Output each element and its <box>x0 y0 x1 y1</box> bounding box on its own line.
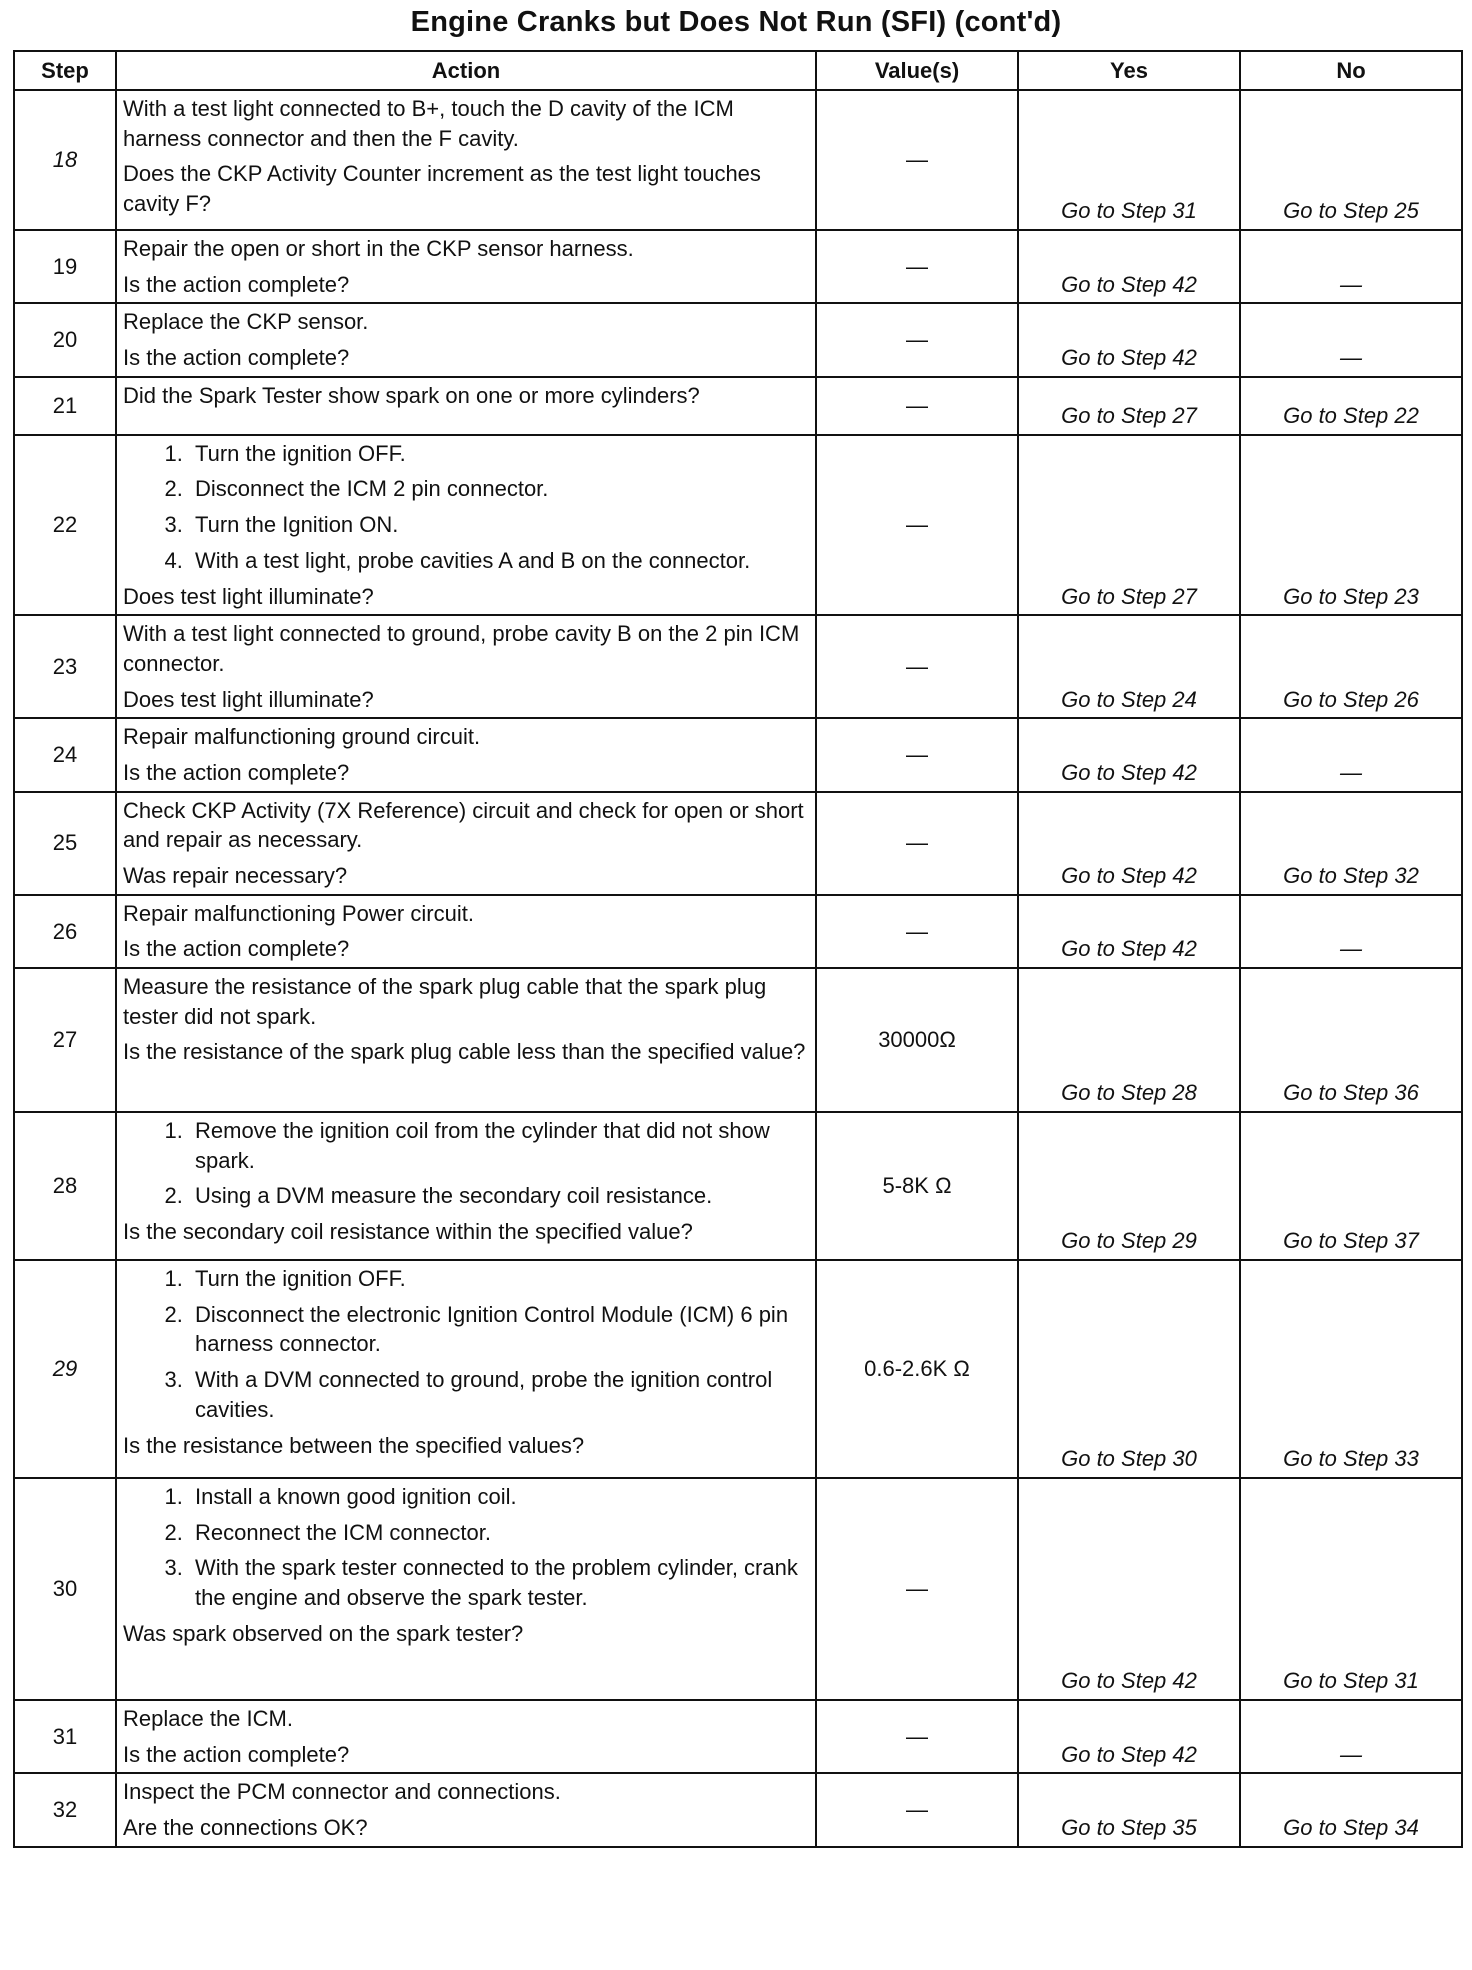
table-row <box>14 968 1462 1112</box>
action-question: Are the connections OK? <box>123 1815 368 1841</box>
action-question: Is the action complete? <box>123 1741 350 1767</box>
table-row <box>14 792 1462 895</box>
action-step-item: 3. With a DVM connected to ground, probe the ignition control cavities. <box>189 1365 809 1424</box>
yes-result: Go to Step 42 <box>1018 1700 1240 1773</box>
action-cell <box>116 1260 816 1478</box>
no-result: — <box>1240 230 1462 303</box>
yes-result: Go to Step 28 <box>1018 968 1240 1112</box>
header-step: Step <box>14 51 116 90</box>
yes-result: Go to Step 42 <box>1018 303 1240 376</box>
action-cell <box>116 718 816 791</box>
step-number: 24 <box>14 718 116 791</box>
step-number: 21 <box>14 377 116 435</box>
value-cell: — <box>816 230 1018 303</box>
action-text: Measure the resistance of the spark plug cable that the spark plug tester did not spark. <box>123 974 767 1029</box>
value-cell: — <box>816 615 1018 718</box>
no-result: — <box>1240 1700 1462 1773</box>
no-result: — <box>1240 718 1462 791</box>
action-text: Repair malfunctioning Power circuit. <box>123 900 474 926</box>
step-number: 25 <box>14 792 116 895</box>
value-cell: — <box>816 1773 1018 1846</box>
yes-result: Go to Step 42 <box>1018 718 1240 791</box>
action-steps-list <box>123 1264 809 1424</box>
action-text: With a test light connected to B+, touch the D cavity of the ICM harness connector and then the F cavity. <box>123 96 734 151</box>
action-step-item: 1. Turn the ignition OFF. <box>189 439 809 469</box>
action-text: Replace the ICM. <box>123 1706 293 1732</box>
action-cell <box>116 1773 816 1846</box>
no-result: Go to Step 34 <box>1240 1773 1462 1846</box>
yes-result: Go to Step 42 <box>1018 1478 1240 1700</box>
action-text: With a test light connected to ground, probe cavity B on the 2 pin ICM connector. <box>123 621 800 676</box>
step-number: 26 <box>14 895 116 968</box>
step-number: 31 <box>14 1700 116 1773</box>
yes-result: Go to Step 31 <box>1018 90 1240 230</box>
step-number: 27 <box>14 968 116 1112</box>
page-title: Engine Cranks but Does Not Run (SFI) (cont'd) <box>410 6 1062 38</box>
value-cell: 5-8K Ω <box>816 1112 1018 1260</box>
action-cell <box>116 1478 816 1700</box>
table-row <box>14 230 1462 303</box>
action-cell <box>116 230 816 303</box>
value-cell: 0.6-2.6K Ω <box>816 1260 1018 1478</box>
action-question: Does the CKP Activity Counter increment as the test light touches cavity F? <box>123 161 761 217</box>
no-result: Go to Step 32 <box>1240 792 1462 895</box>
no-result: Go to Step 25 <box>1240 90 1462 230</box>
table-row <box>14 435 1462 615</box>
no-result: — <box>1240 303 1462 376</box>
action-text: Check CKP Activity (7X Reference) circuit and check for open or short and repair as necessary. <box>123 797 804 853</box>
value-cell: — <box>816 792 1018 895</box>
value-cell: — <box>816 1700 1018 1773</box>
value-cell: — <box>816 377 1018 435</box>
action-question: Is the resistance of the spark plug cable less than the specified value? <box>123 1039 806 1065</box>
step-number: 30 <box>14 1478 116 1700</box>
yes-result: Go to Step 30 <box>1018 1260 1240 1478</box>
step-number: 18 <box>14 90 116 230</box>
yes-result: Go to Step 42 <box>1018 230 1240 303</box>
table-row <box>14 1260 1462 1478</box>
action-question: Was spark observed on the spark tester? <box>123 1620 524 1646</box>
step-number: 22 <box>14 435 116 615</box>
value-cell: — <box>816 90 1018 230</box>
table-row <box>14 895 1462 968</box>
action-step-item: 3. Turn the Ignition ON. <box>189 510 809 540</box>
table-row <box>14 90 1462 230</box>
action-step-item: 2. Disconnect the electronic Ignition Control Module (ICM) 6 pin harness connector. <box>189 1300 809 1359</box>
action-step-item: 1. Install a known good ignition coil. <box>189 1482 809 1512</box>
no-result: Go to Step 36 <box>1240 968 1462 1112</box>
header-no: No <box>1240 51 1462 90</box>
yes-result: Go to Step 27 <box>1018 377 1240 435</box>
yes-result: Go to Step 42 <box>1018 792 1240 895</box>
no-result: Go to Step 37 <box>1240 1112 1462 1260</box>
action-cell <box>116 968 816 1112</box>
action-cell <box>116 1700 816 1773</box>
action-question: Is the resistance between the specified values? <box>123 1432 585 1458</box>
action-question: Is the action complete? <box>123 271 350 297</box>
no-result: Go to Step 31 <box>1240 1478 1462 1700</box>
action-cell <box>116 377 816 435</box>
table-row <box>14 615 1462 718</box>
action-cell <box>116 303 816 376</box>
step-number: 19 <box>14 230 116 303</box>
action-text: Inspect the PCM connector and connections. <box>123 1779 561 1805</box>
header-action: Action <box>116 51 816 90</box>
action-question: Does test light illuminate? <box>123 686 374 712</box>
action-question: Is the action complete? <box>123 759 350 785</box>
value-cell: — <box>816 895 1018 968</box>
step-number: 20 <box>14 303 116 376</box>
table-header-row <box>14 51 1462 90</box>
table-row <box>14 1112 1462 1260</box>
no-result: Go to Step 26 <box>1240 615 1462 718</box>
action-question: Is the action complete? <box>123 936 350 962</box>
action-step-item: 2. Using a DVM measure the secondary coil resistance. <box>189 1181 809 1211</box>
value-cell: — <box>816 718 1018 791</box>
action-cell <box>116 90 816 230</box>
no-result: Go to Step 22 <box>1240 377 1462 435</box>
action-question: Is the secondary coil resistance within the specified value? <box>123 1219 693 1245</box>
table-row <box>14 377 1462 435</box>
value-cell: 30000Ω <box>816 968 1018 1112</box>
action-cell <box>116 615 816 718</box>
action-text: Repair malfunctioning ground circuit. <box>123 724 481 750</box>
yes-result: Go to Step 35 <box>1018 1773 1240 1846</box>
no-result: — <box>1240 895 1462 968</box>
action-step-item: 1. Remove the ignition coil from the cylinder that did not show spark. <box>189 1116 809 1175</box>
step-number: 28 <box>14 1112 116 1260</box>
table-row <box>14 1773 1462 1846</box>
step-number: 29 <box>14 1260 116 1478</box>
step-number: 23 <box>14 615 116 718</box>
value-cell: — <box>816 435 1018 615</box>
action-text: Repair the open or short in the CKP sensor harness. <box>123 236 634 261</box>
action-cell <box>116 895 816 968</box>
table-row <box>14 1478 1462 1700</box>
value-cell: — <box>816 1478 1018 1700</box>
action-step-item: 2. Disconnect the ICM 2 pin connector. <box>189 474 809 504</box>
value-cell: — <box>816 303 1018 376</box>
yes-result: Go to Step 42 <box>1018 895 1240 968</box>
action-question: Was repair necessary? <box>123 863 348 888</box>
diagnostic-table <box>13 50 1463 1848</box>
table-row <box>14 718 1462 791</box>
no-result: Go to Step 33 <box>1240 1260 1462 1478</box>
header-values: Value(s) <box>816 51 1018 90</box>
action-question: Is the action complete? <box>123 345 350 371</box>
action-cell <box>116 1112 816 1260</box>
action-question: Does test light illuminate? <box>123 583 374 609</box>
table-body <box>14 90 1462 1847</box>
yes-result: Go to Step 27 <box>1018 435 1240 615</box>
action-cell <box>116 435 816 615</box>
no-result: Go to Step 23 <box>1240 435 1462 615</box>
action-steps-list <box>123 1116 809 1211</box>
action-step-item: 3. With the spark tester connected to the problem cylinder, crank the engine and observe the spark tester. <box>189 1553 809 1612</box>
step-number: 32 <box>14 1773 116 1846</box>
action-question: Did the Spark Tester show spark on one or more cylinders? <box>123 382 700 408</box>
action-steps-list <box>123 439 809 576</box>
action-step-item: 4. With a test light, probe cavities A and B on the connector. <box>189 546 809 576</box>
yes-result: Go to Step 24 <box>1018 615 1240 718</box>
action-steps-list <box>123 1482 809 1613</box>
action-text: Replace the CKP sensor. <box>123 309 369 335</box>
table-row <box>14 1700 1462 1773</box>
action-step-item: 2. Reconnect the ICM connector. <box>189 1518 809 1548</box>
action-cell <box>116 792 816 895</box>
header-yes: Yes <box>1018 51 1240 90</box>
yes-result: Go to Step 29 <box>1018 1112 1240 1260</box>
table-row <box>14 303 1462 376</box>
action-step-item: 1. Turn the ignition OFF. <box>189 1264 809 1294</box>
